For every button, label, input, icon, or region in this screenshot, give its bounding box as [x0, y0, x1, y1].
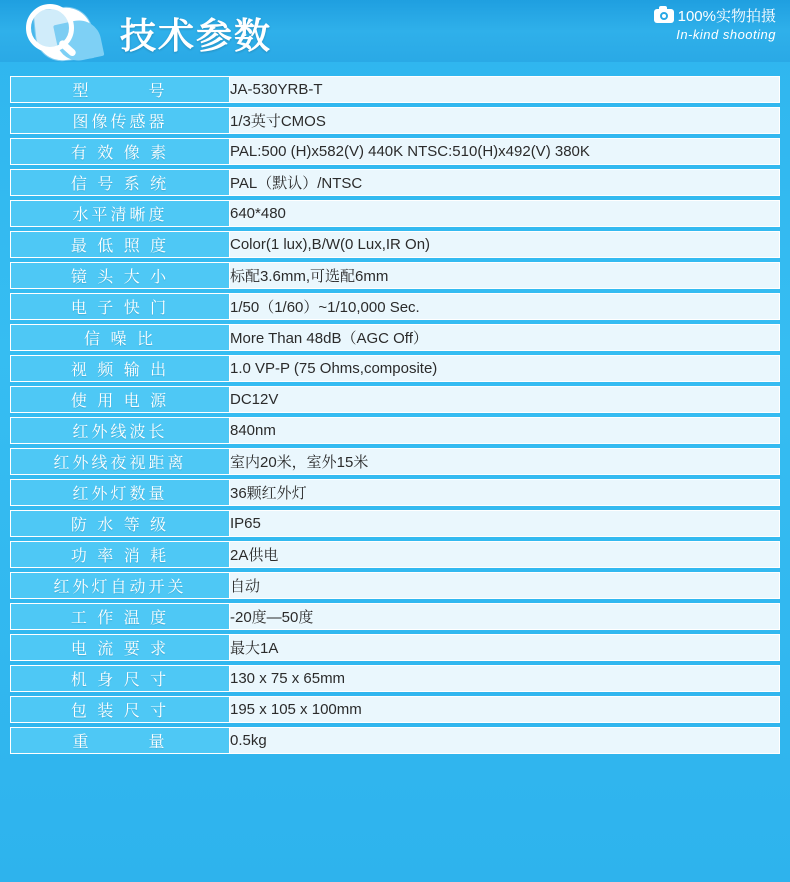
spec-value: 1/3英寸CMOS [230, 107, 780, 134]
table-row [10, 138, 780, 165]
spec-value: Color(1 lux),B/W(0 Lux,IR On) [230, 231, 780, 258]
table-row [10, 324, 780, 351]
spec-value: 1.0 VP-P (75 Ohms,composite) [230, 355, 780, 382]
spec-value: 195 x 105 x 100mm [230, 696, 780, 723]
table-row [10, 231, 780, 258]
spec-label: 包 装 尺 寸 [10, 696, 230, 723]
spec-label: 红外线波长 [10, 417, 230, 444]
spec-label: 图像传感器 [10, 107, 230, 134]
spec-value: 室内20米，室外15米 [230, 448, 780, 475]
spec-label: 型 号 [10, 76, 230, 103]
spec-label: 信 噪 比 [10, 324, 230, 351]
table-row [10, 355, 780, 382]
spec-label: 镜 头 大 小 [10, 262, 230, 289]
spec-label: 机 身 尺 寸 [10, 665, 230, 692]
spec-label: 使 用 电 源 [10, 386, 230, 413]
spec-value: -20度—50度 [230, 603, 780, 630]
table-row [10, 386, 780, 413]
spec-label: 功 率 消 耗 [10, 541, 230, 568]
brand-logo [22, 2, 108, 62]
table-row [10, 479, 780, 506]
spec-label: 红外灯数量 [10, 479, 230, 506]
spec-value: 自动 [230, 572, 780, 599]
spec-value: IP65 [230, 510, 780, 537]
table-row [10, 572, 780, 599]
table-row [10, 510, 780, 537]
table-row [10, 727, 780, 754]
table-row [10, 541, 780, 568]
spec-value: 840nm [230, 417, 780, 444]
spec-label: 水平清晰度 [10, 200, 230, 227]
spec-label: 电 子 快 门 [10, 293, 230, 320]
table-row [10, 262, 780, 289]
spec-label: 最 低 照 度 [10, 231, 230, 258]
page-header [0, 0, 790, 62]
spec-label: 视 频 输 出 [10, 355, 230, 382]
spec-value: 标配3.6mm,可选配6mm [230, 262, 780, 289]
spec-label: 有 效 像 素 [10, 138, 230, 165]
spec-table-body [10, 76, 780, 754]
spec-value: 最大1A [230, 634, 780, 661]
table-row [10, 293, 780, 320]
real-shot-subtitle: In-kind shooting [676, 26, 776, 42]
spec-label: 工 作 温 度 [10, 603, 230, 630]
spec-value: PAL:500 (H)x582(V) 440K NTSC:510(H)x492(V) 380K [230, 138, 780, 165]
spec-label: 重 量 [10, 727, 230, 754]
specification-table [10, 72, 780, 758]
spec-value: DC12V [230, 386, 780, 413]
table-row [10, 417, 780, 444]
table-row [10, 696, 780, 723]
table-row [10, 634, 780, 661]
spec-value: 130 x 75 x 65mm [230, 665, 780, 692]
table-row [10, 448, 780, 475]
spec-value: JA-530YRB-T [230, 76, 780, 103]
camera-icon [654, 9, 674, 23]
spec-value: 640*480 [230, 200, 780, 227]
spec-value: 0.5kg [230, 727, 780, 754]
table-row [10, 107, 780, 134]
real-shot-label: 100%实物拍摄 [677, 8, 776, 25]
spec-label: 电 流 要 求 [10, 634, 230, 661]
spec-value: 2A供电 [230, 541, 780, 568]
table-row [10, 603, 780, 630]
spec-label: 红外灯自动开关 [10, 572, 230, 599]
spec-value: 1/50（1/60）~1/10,000 Sec. [230, 293, 780, 320]
spec-label: 信 号 系 统 [10, 169, 230, 196]
page-title: 技术参数 [120, 15, 273, 56]
real-shot-line [654, 8, 776, 27]
spec-value: More Than 48dB（AGC Off） [230, 324, 780, 351]
header-badge [654, 8, 776, 43]
table-row [10, 76, 780, 103]
spec-value: PAL（默认）/NTSC [230, 169, 780, 196]
spec-value: 36颗红外灯 [230, 479, 780, 506]
table-row [10, 169, 780, 196]
spec-label: 红外线夜视距离 [10, 448, 230, 475]
table-row [10, 665, 780, 692]
spec-label: 防 水 等 级 [10, 510, 230, 537]
table-row [10, 200, 780, 227]
